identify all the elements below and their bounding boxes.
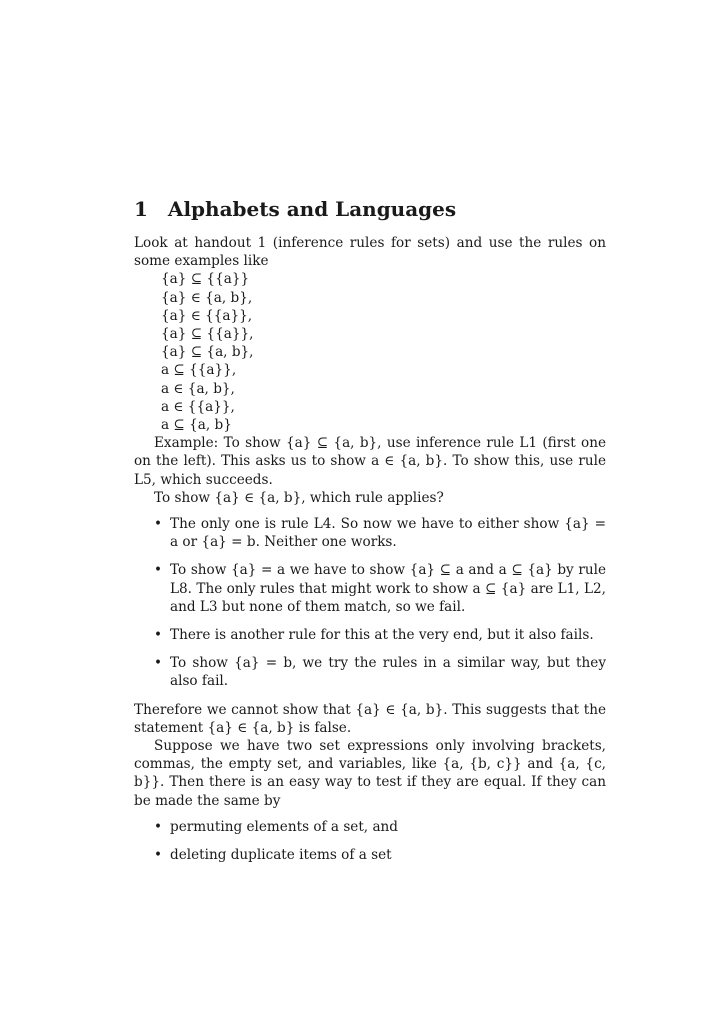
intro-paragraph: Look at handout 1 (inference rules for sets) and use the rules on some examples like (134, 235, 606, 270)
conclusion-paragraph: Therefore we cannot show that {a} ∈ {a, b}. This suggests that the statement {a} ∈ {a, b} is false. (134, 701, 606, 736)
example-paragraph: Example: To show {a} ⊆ {a, b}, use inference rule L1 (first one on the left). This asks us to show a ∈ {a, b}. To show this, use rule L5, which succeeds. (134, 435, 606, 488)
equality-test-bullets (134, 818, 606, 864)
list-item: • To show {a} = b, we try the rules in a similar way, but they also fail. (134, 654, 606, 690)
question-paragraph: To show {a} ∈ {a, b}, which rule applies? (154, 489, 444, 506)
example-line: a ⊆ {{a}}, (161, 362, 237, 379)
section-title: Alphabets and Languages (167, 197, 457, 221)
example-line: {a} ⊆ {a, b}, (161, 344, 254, 361)
document-page (134, 196, 606, 874)
example-line: {a} ∈ {{a}}, (161, 307, 253, 324)
example-line: a ∈ {a, b}, (161, 380, 235, 397)
list-item: • There is another rule for this at the very end, but it also fails. (134, 626, 606, 644)
example-line: {a} ⊆ {{a}}, (161, 326, 254, 343)
section-number: 1 (134, 197, 148, 221)
section-heading (134, 196, 606, 222)
example-line: {a} ⊆ {{a}} (161, 271, 250, 288)
suppose-paragraph: Suppose we have two set expressions only involving brackets, commas, the empty set, and variables, like {a, {b, c}} and {a, {c, b}}. Then there is an easy way to test if they are equal. If they can be made the same by (134, 738, 606, 809)
example-line: a ∈ {{a}}, (161, 398, 235, 415)
examples-list (134, 270, 606, 434)
analysis-bullets (134, 515, 606, 691)
list-item: • To show {a} = a we have to show {a} ⊆ a and a ⊆ {a} by rule L8. The only rules that might work to show a ⊆ {a} are L1, L2, and L3 but none of them match, so we fail. (134, 561, 606, 616)
list-item: • The only one is rule L4. So now we have to either show {a} = a or {a} = b. Neither one works. (134, 515, 606, 551)
example-line: a ⊆ {a, b} (161, 417, 232, 434)
example-line: {a} ∈ {a, b}, (161, 289, 253, 306)
list-item: • permuting elements of a set, and (134, 818, 606, 836)
list-item: • deleting duplicate items of a set (134, 846, 606, 864)
